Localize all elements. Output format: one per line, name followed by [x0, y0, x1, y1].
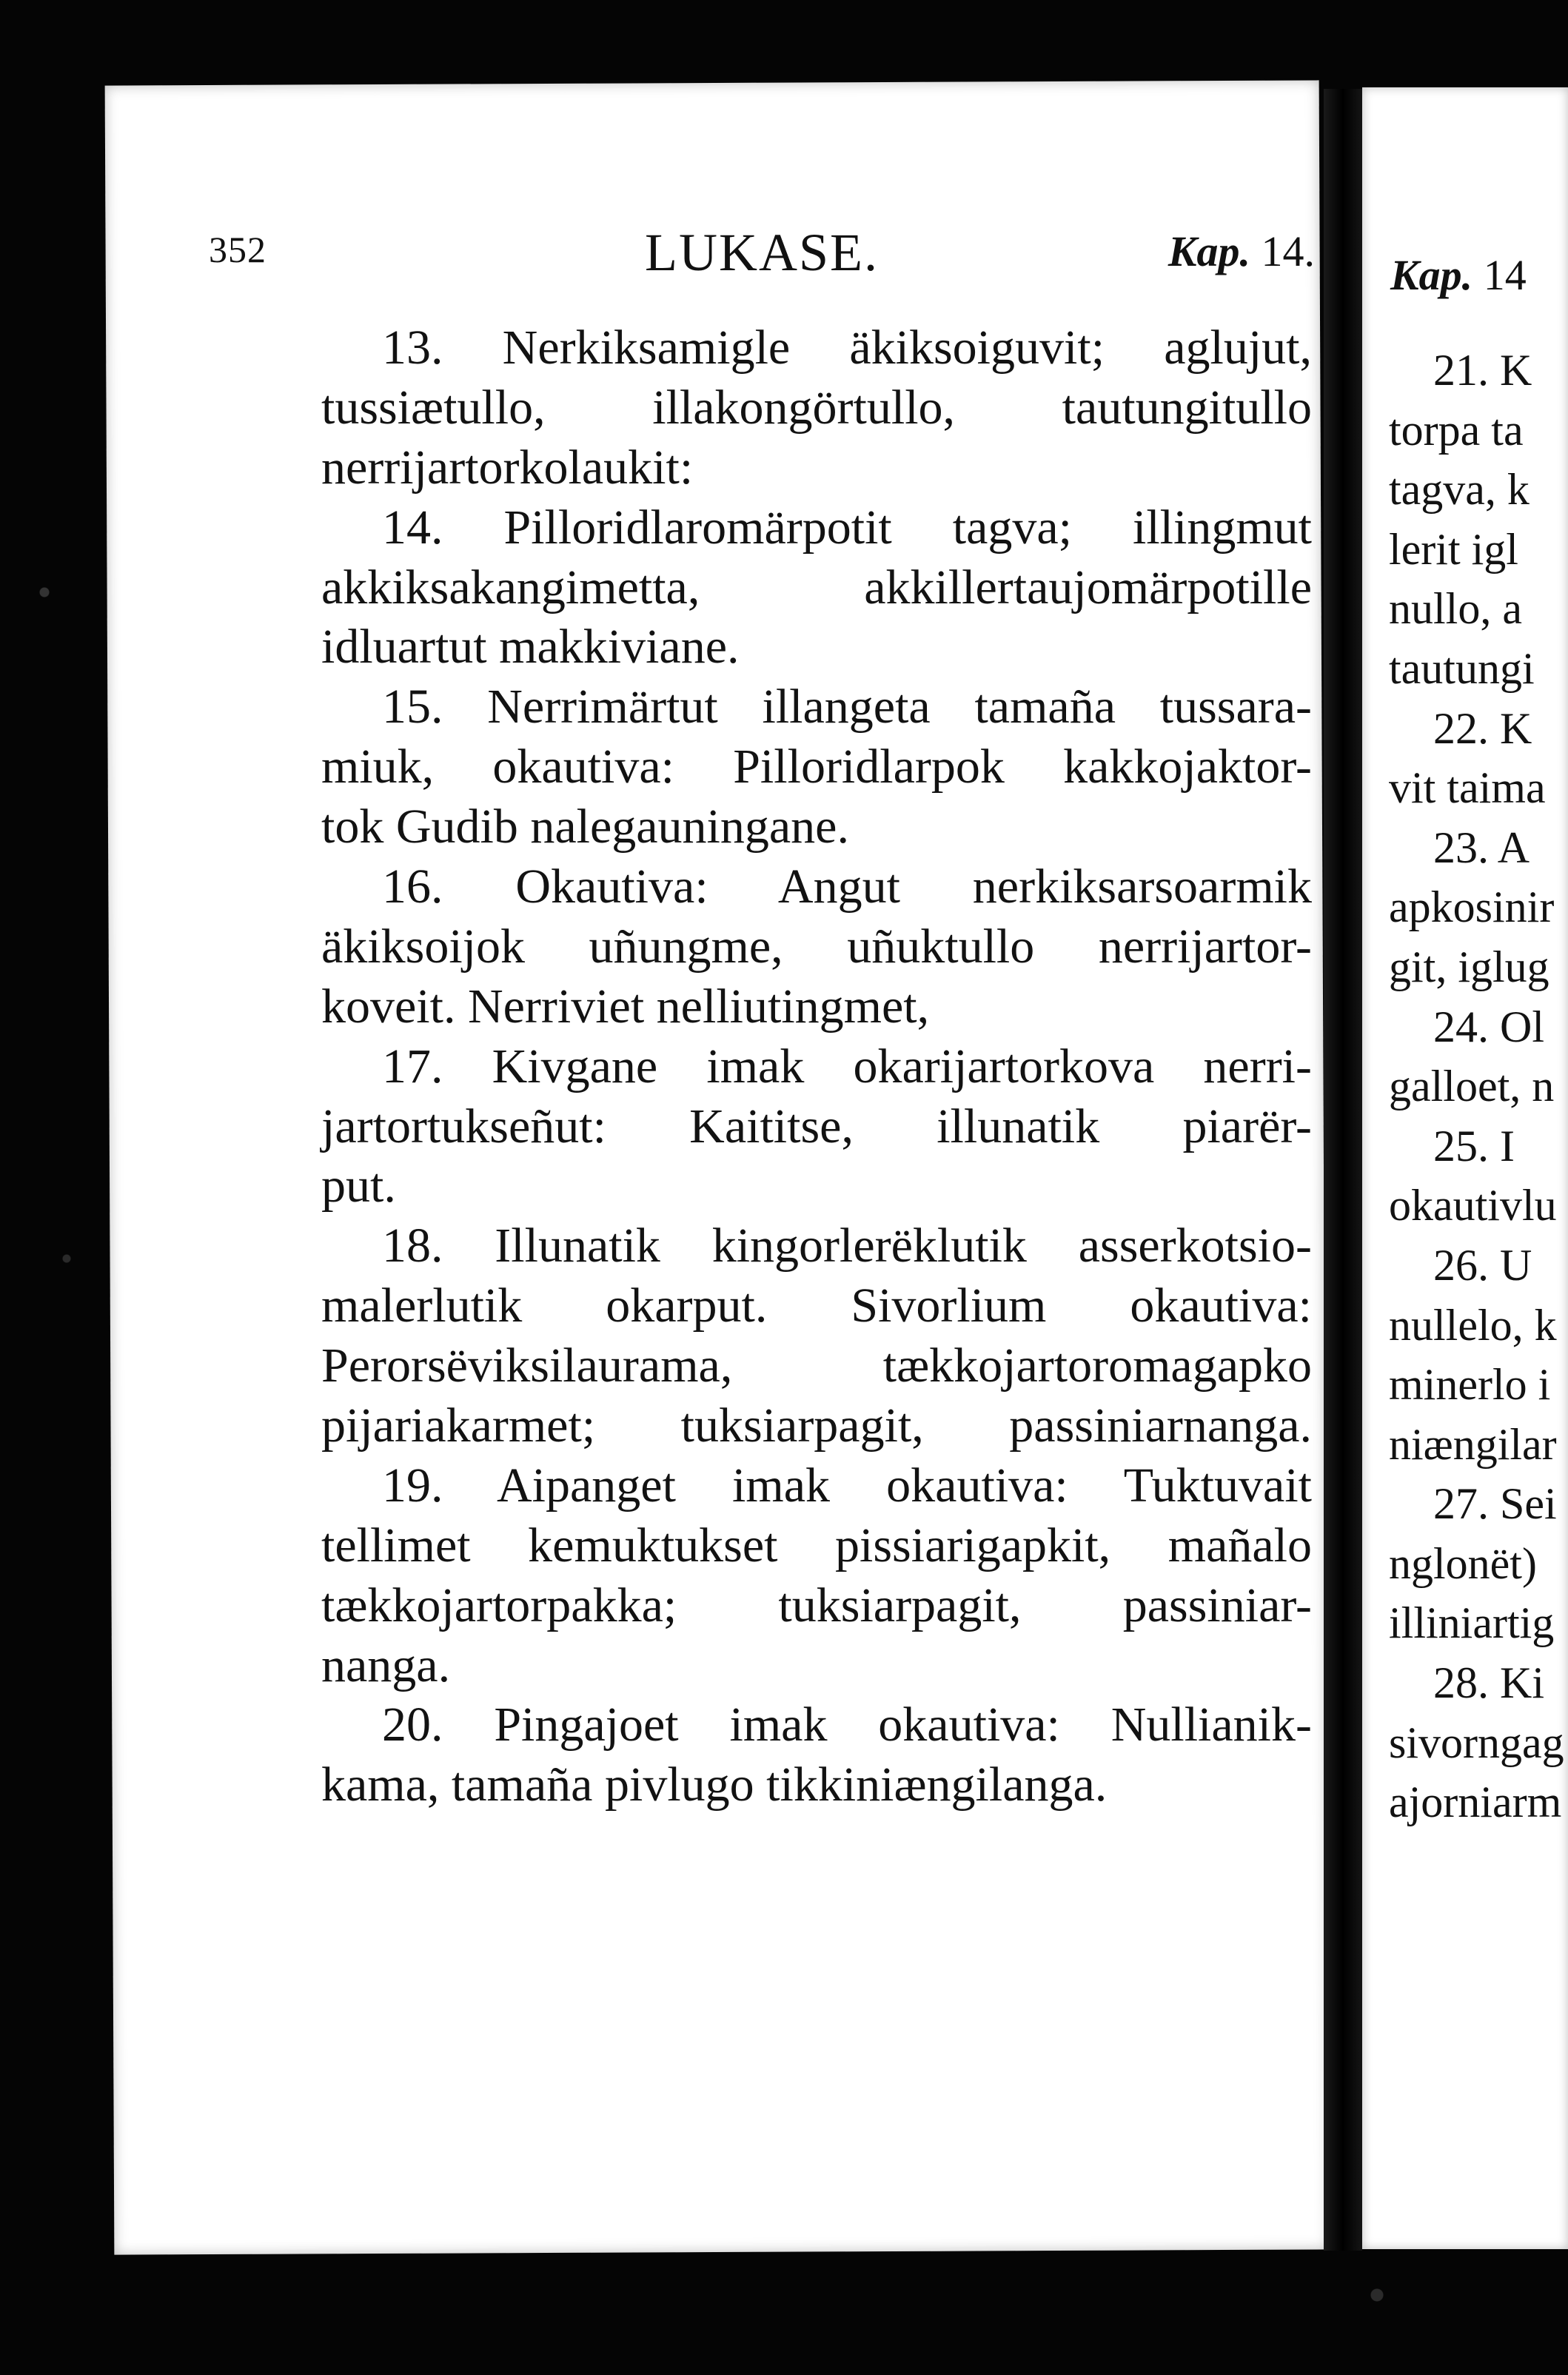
text-line: 14. Pilloridlaromärpotit tagva; illingmut	[382, 500, 1312, 555]
text-line: 23. A	[1433, 823, 1530, 872]
text-line: malerlutik okarput. Sivorlium okautiva:	[321, 1279, 1312, 1333]
text-line: okautivlu	[1389, 1181, 1557, 1230]
text-line: niængilar	[1389, 1419, 1557, 1469]
text-line: 22. K	[1433, 703, 1532, 753]
chapter-indicator	[1168, 227, 1315, 276]
text-line: 20. Pingajoet imak okautiva: Nullianik-	[382, 1698, 1312, 1752]
right-chapter-number: 14	[1483, 251, 1527, 299]
text-line: tok Gudib nalegauningane.	[321, 800, 849, 854]
text-line: nanga.	[321, 1638, 451, 1692]
text-line: äkiksoijok uñungme, uñuktullo nerrijartor-	[321, 919, 1312, 974]
chapter-label: Kap.	[1167, 227, 1250, 275]
text-line: tækkojartorpakka; tuksiarpagit, passiniar-	[321, 1578, 1312, 1632]
running-header	[209, 222, 1315, 281]
text-line: 25. I	[1433, 1121, 1515, 1170]
text-line: nerrijartorkolaukit:	[321, 440, 694, 495]
text-line: vit taima	[1389, 763, 1546, 813]
text-line: jartortukseñut: Kaititse, illunatik piarër-	[321, 1099, 1312, 1153]
text-line: git, iglug	[1389, 942, 1549, 991]
chapter-number: 14.	[1261, 227, 1315, 275]
text-line: idluartut makkiviane.	[321, 620, 740, 674]
text-line: nglonët)	[1389, 1538, 1537, 1588]
text-line: sivorngag	[1389, 1718, 1564, 1767]
text-line: 28. Ki	[1433, 1658, 1544, 1708]
left-page-body	[321, 318, 1312, 1815]
text-line: put.	[321, 1159, 396, 1213]
text-line: 19. Aipanget imak okautiva: Tuktuvait	[382, 1458, 1312, 1513]
text-line: koveit. Nerriviet nelliutingmet,	[321, 979, 930, 1034]
text-line: torpa ta	[1389, 405, 1524, 455]
text-line: tautungi	[1389, 643, 1535, 693]
text-line: kama, tamaña pivlugo tikkiniængilanga.	[321, 1758, 1108, 1812]
text-line: galloet, n	[1389, 1062, 1555, 1111]
text-line: 17. Kivgane imak okarijartorkova nerri-	[382, 1039, 1312, 1093]
text-line: illiniartig	[1389, 1598, 1555, 1648]
text-line: 24. Ol	[1433, 1002, 1544, 1051]
text-line: 16. Okautiva: Angut nerkiksarsoarmik	[382, 860, 1312, 914]
text-line: nullelo, k	[1389, 1300, 1557, 1350]
book-gutter	[1324, 89, 1362, 2251]
right-page-header	[1390, 250, 1527, 300]
text-line: lerit igl	[1389, 524, 1518, 574]
text-line: tussiætullo, illakongörtullo, tautungitullo	[321, 380, 1312, 435]
text-line: nullo, a	[1389, 584, 1522, 634]
text-line: akkiksakangimetta, akkillertaujomärpotille	[321, 560, 1312, 614]
text-line: ajorniarm	[1389, 1778, 1562, 1827]
right-chapter-label: Kap.	[1390, 251, 1473, 299]
text-line: minerlo i	[1389, 1360, 1551, 1410]
text-line: 26. U	[1433, 1240, 1532, 1290]
text-line: tagva, k	[1389, 465, 1530, 515]
running-title: LUKASE.	[645, 223, 879, 282]
text-line: 27. Sei	[1433, 1479, 1557, 1529]
text-line: apkosinir	[1389, 882, 1555, 932]
text-line: Perorsëviksilaurama, tækkojartoromagapko	[321, 1339, 1312, 1393]
text-line: pijariakarmet; tuksiarpagit, passiniarnanga.	[321, 1398, 1312, 1453]
text-line: tellimet kemuktukset pissiarigapkit, mañalo	[321, 1518, 1312, 1572]
text-line: 15. Nerrimärtut illangeta tamaña tussara-	[382, 680, 1312, 734]
text-line: miuk, okautiva: Pilloridlarpok kakkojaktor-	[321, 740, 1312, 794]
text-line: 13. Nerkiksamigle äkiksoiguvit; aglujut,	[382, 321, 1312, 375]
text-line: 18. Illunatik kingorlerëklutik asserkotsio-	[382, 1219, 1312, 1273]
right-page-body	[1389, 341, 1568, 1832]
text-line: 21. K	[1433, 346, 1532, 395]
page-number: 352	[209, 229, 267, 270]
